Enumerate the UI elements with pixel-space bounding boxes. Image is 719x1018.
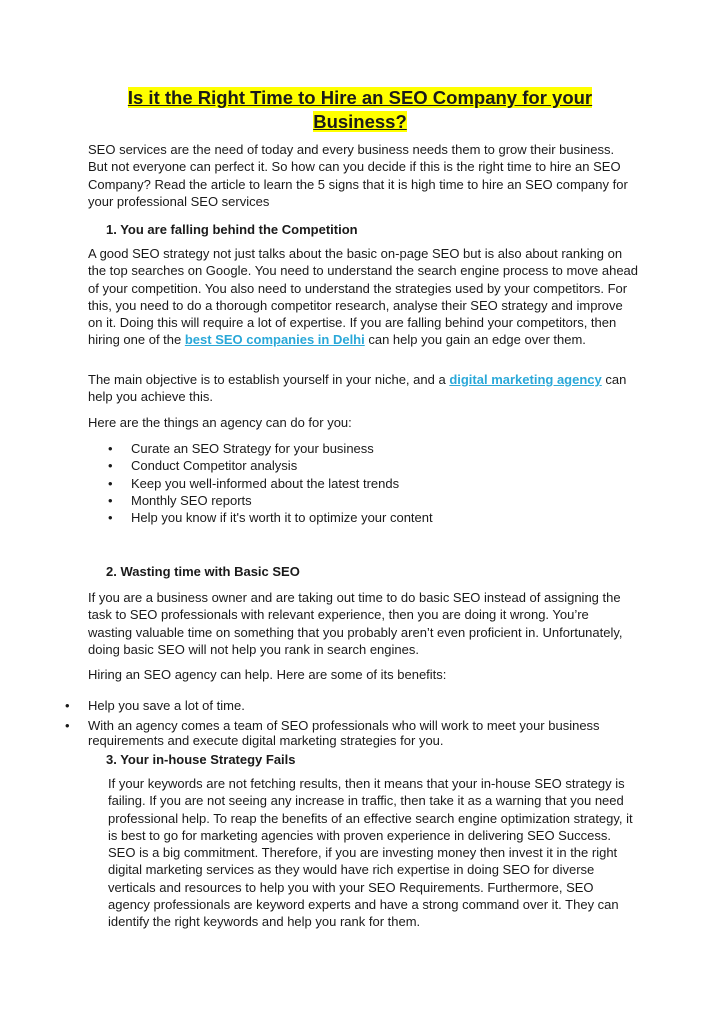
- list-item-text: Help you know if it's worth it to optimize your content: [131, 510, 433, 526]
- bullet-icon: •: [108, 510, 113, 526]
- section-1-paragraph-2: [88, 371, 636, 406]
- bullet-icon: •: [65, 698, 70, 713]
- page-title-text: Is it the Right Time to Hire an SEO Company for your Business?: [127, 87, 593, 132]
- list-item-text: Curate an SEO Strategy for your business: [131, 441, 374, 456]
- section-1-paragraph-3: Here are the things an agency can do for you:: [88, 415, 352, 430]
- list-item-text: Help you save a lot of time.: [88, 698, 245, 713]
- bullet-icon: •: [65, 718, 70, 734]
- section-1-paragraph-2-text-a: The main objective is to establish yourself in your niche, and a: [88, 372, 450, 387]
- list-item-text: Conduct Competitor analysis: [131, 458, 298, 474]
- section-1-paragraph-1: [88, 245, 640, 349]
- list-item: [108, 475, 631, 492]
- bullet-icon: •: [108, 492, 113, 508]
- section-1-paragraph-1-text-b: can help you gain an edge over them.: [364, 332, 586, 348]
- intro-paragraph: SEO services are the need of today and every business needs them to grow their business. But not everyone can perfect it. So how can you decide if this is the right time to hire an SEO Company? Read the article to learn the 5 signs that it is high time to hire an SEO company for your professional SEO services: [88, 142, 628, 209]
- section-2-heading: 2. Wasting time with Basic SEO: [106, 564, 300, 579]
- bullet-icon: •: [108, 441, 113, 456]
- section-1-paragraph-2-text-b: can help you achieve this.: [88, 372, 627, 405]
- list-item: [108, 492, 631, 509]
- list-item: [108, 457, 631, 474]
- list-item: [65, 697, 636, 714]
- list-item-text: Monthly SEO reports: [131, 492, 252, 508]
- list-item-text: With an agency comes a team of SEO professionals who will work to meet your business requirements and execute digital marketing strategies for you.: [88, 718, 600, 749]
- section-1-heading: 1. You are falling behind the Competition: [106, 222, 358, 237]
- digital-marketing-agency-link[interactable]: digital marketing agency: [449, 372, 602, 387]
- section-2-paragraph-2: Hiring an SEO agency can help. Here are some of its benefits:: [88, 667, 447, 682]
- list-item: [108, 509, 631, 526]
- list-item: [65, 718, 636, 749]
- list-item: [108, 440, 631, 457]
- section-3-paragraph-1: If your keywords are not fetching results, then it means that your in-house SEO strategy is failing. If you are not seeing any increase in traffic, then take it as a warning that you need professional help. To reap the benefits of an effective search engine optimization strategy, it is best to go for marketing agencies with proven experience in delivering SEO Success. SEO is a big commitment. Therefore, if you are investing money then invest it in the right digital marketing services as they would have rich expertise in doing SEO for diverse verticals and resources to help you with your SEO Requirements. Furthermore, SEO agency professionals are keyword experts and have a strong command over it. They can identify the right keywords and help you rank for them.: [108, 776, 633, 930]
- agency-services-list: [108, 440, 631, 526]
- section-1-paragraph-1-text-a: A good SEO strategy not just talks about the basic on-page SEO but is also about ranking on the top searches on Google. You need to understand the search engine process to move ahead of your competition. You also need to understand the strategies used by your competitors. For this, you need to do a thorough competitor research, analyse their SEO strategy and improve on it. Doing this will require a lot of expertise. If you are falling behind your competitors, then hiring one of the: [88, 246, 639, 348]
- page-title: [100, 86, 620, 134]
- agency-benefits-list: [65, 697, 636, 749]
- best-seo-companies-link[interactable]: best SEO companies in Delhi: [184, 332, 365, 348]
- bullet-icon: •: [108, 458, 113, 474]
- section-2-paragraph-1: If you are a business owner and are taking out time to do basic SEO instead of assigning the task to SEO professionals with relevant experience, then you are doing it wrong. You’re wasting valuable time on something that you probably aren’t even proficient in. Unfortunately, doing basic SEO will not help you rank in search engines.: [88, 590, 623, 657]
- section-3-heading: 3. Your in-house Strategy Fails: [106, 752, 296, 767]
- bullet-icon: •: [108, 475, 113, 491]
- list-item-text: Keep you well-informed about the latest trends: [131, 475, 400, 491]
